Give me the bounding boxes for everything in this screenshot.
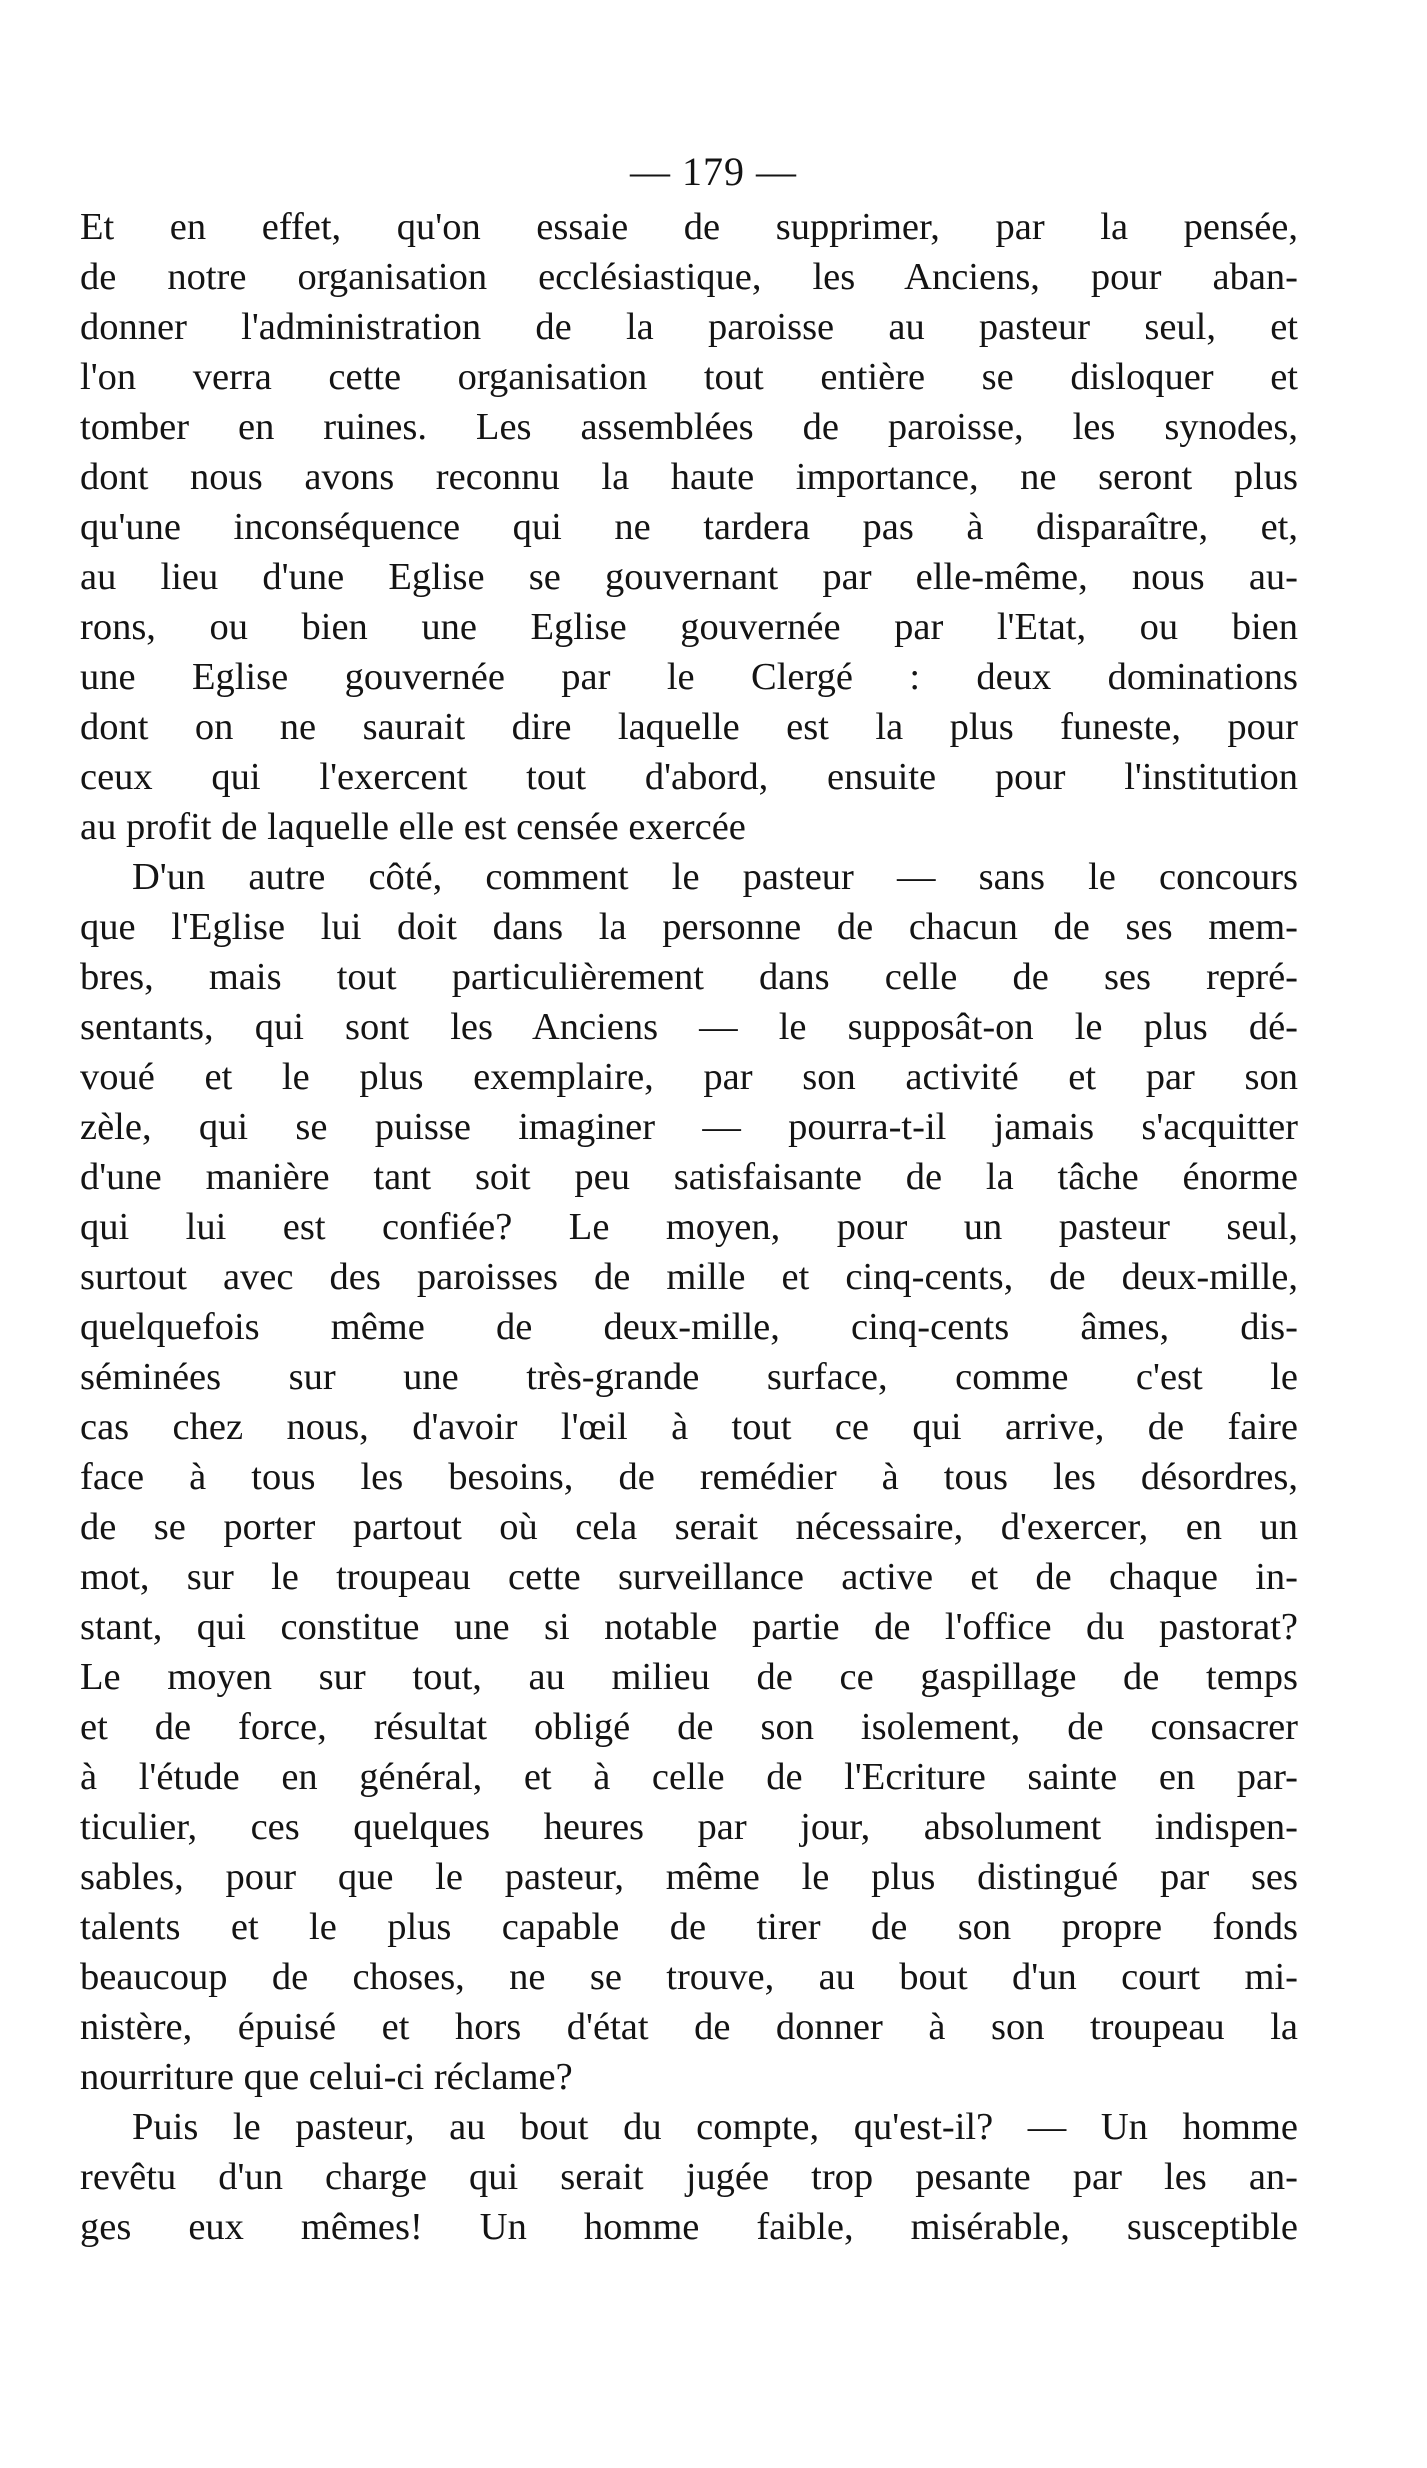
text-line: voué et le plus exemplaire, par son activité et par son — [80, 1056, 1298, 1098]
text-line: mot, sur le troupeau cette surveillance active et de chaque in- — [80, 1556, 1298, 1598]
text-line: Puis le pasteur, au bout du compte, qu'est-il? — Un homme — [132, 2106, 1298, 2148]
text-line: stant, qui constitue une si notable partie de l'office du pastorat? — [80, 1606, 1298, 1648]
text-line: rons, ou bien une Eglise gouvernée par l'Etat, ou bien — [80, 606, 1298, 648]
text-line: de notre organisation ecclésiastique, les Anciens, pour aban- — [80, 256, 1298, 298]
text-line: revêtu d'un charge qui serait jugée trop pesante par les an- — [80, 2156, 1298, 2198]
text-line: au profit de laquelle elle est censée exercée — [80, 806, 746, 848]
text-line: et de force, résultat obligé de son isolement, de consacrer — [80, 1706, 1298, 1748]
text-line: qu'une inconséquence qui ne tardera pas à disparaître, et, — [80, 506, 1298, 548]
text-line: D'un autre côté, comment le pasteur — sans le concours — [132, 856, 1298, 898]
text-line: à l'étude en général, et à celle de l'Ecriture sainte en par- — [80, 1756, 1298, 1798]
text-line: l'on verra cette organisation tout entière se disloquer et — [80, 356, 1298, 398]
text-line: d'une manière tant soit peu satisfaisante de la tâche énorme — [80, 1156, 1298, 1198]
text-line: qui lui est confiée? Le moyen, pour un pasteur seul, — [80, 1206, 1298, 1248]
text-line: ceux qui l'exercent tout d'abord, ensuite pour l'institution — [80, 756, 1298, 798]
page-number: — 179 — — [630, 149, 797, 194]
text-line: que l'Eglise lui doit dans la personne de chacun de ses mem- — [80, 906, 1298, 948]
text-line: zèle, qui se puisse imaginer — pourra-t-il jamais s'acquitter — [80, 1106, 1298, 1148]
text-line: sables, pour que le pasteur, même le plus distingué par ses — [80, 1856, 1298, 1898]
text-line: dont nous avons reconnu la haute importance, ne seront plus — [80, 456, 1298, 498]
text-line: Le moyen sur tout, au milieu de ce gaspillage de temps — [80, 1656, 1298, 1698]
text-line: quelquefois même de deux-mille, cinq-cents âmes, dis- — [80, 1306, 1298, 1348]
text-line: face à tous les besoins, de remédier à tous les désordres, — [80, 1456, 1298, 1498]
text-line: séminées sur une très-grande surface, comme c'est le — [80, 1356, 1298, 1398]
text-line: ges eux mêmes! Un homme faible, misérable, susceptible — [80, 2206, 1298, 2248]
text-line: donner l'administration de la paroisse au pasteur seul, et — [80, 306, 1298, 348]
text-line: dont on ne saurait dire laquelle est la plus funeste, pour — [80, 706, 1298, 748]
text-line: nistère, épuisé et hors d'état de donner à son troupeau la — [80, 2006, 1298, 2048]
text-line: nourriture que celui-ci réclame? — [80, 2056, 573, 2098]
text-line: beaucoup de choses, ne se trouve, au bout d'un court mi- — [80, 1956, 1298, 1998]
text-line: ticulier, ces quelques heures par jour, absolument indispen- — [80, 1806, 1298, 1848]
page-body-text — [80, 202, 1298, 2252]
text-line: bres, mais tout particulièrement dans celle de ses repré- — [80, 956, 1298, 998]
text-line: Et en effet, qu'on essaie de supprimer, par la pensée, — [80, 206, 1298, 248]
text-line: tomber en ruines. Les assemblées de paroisse, les synodes, — [80, 406, 1298, 448]
text-line: sentants, qui sont les Anciens — le supposât-on le plus dé- — [80, 1006, 1298, 1048]
text-line: de se porter partout où cela serait nécessaire, d'exercer, en un — [80, 1506, 1298, 1548]
text-line: surtout avec des paroisses de mille et cinq-cents, de deux-mille, — [80, 1256, 1298, 1298]
text-line: talents et le plus capable de tirer de son propre fonds — [80, 1906, 1298, 1948]
text-line: au lieu d'une Eglise se gouvernant par elle-même, nous au- — [80, 556, 1298, 598]
text-line: une Eglise gouvernée par le Clergé : deux dominations — [80, 656, 1298, 698]
text-line: cas chez nous, d'avoir l'œil à tout ce qui arrive, de faire — [80, 1406, 1298, 1448]
